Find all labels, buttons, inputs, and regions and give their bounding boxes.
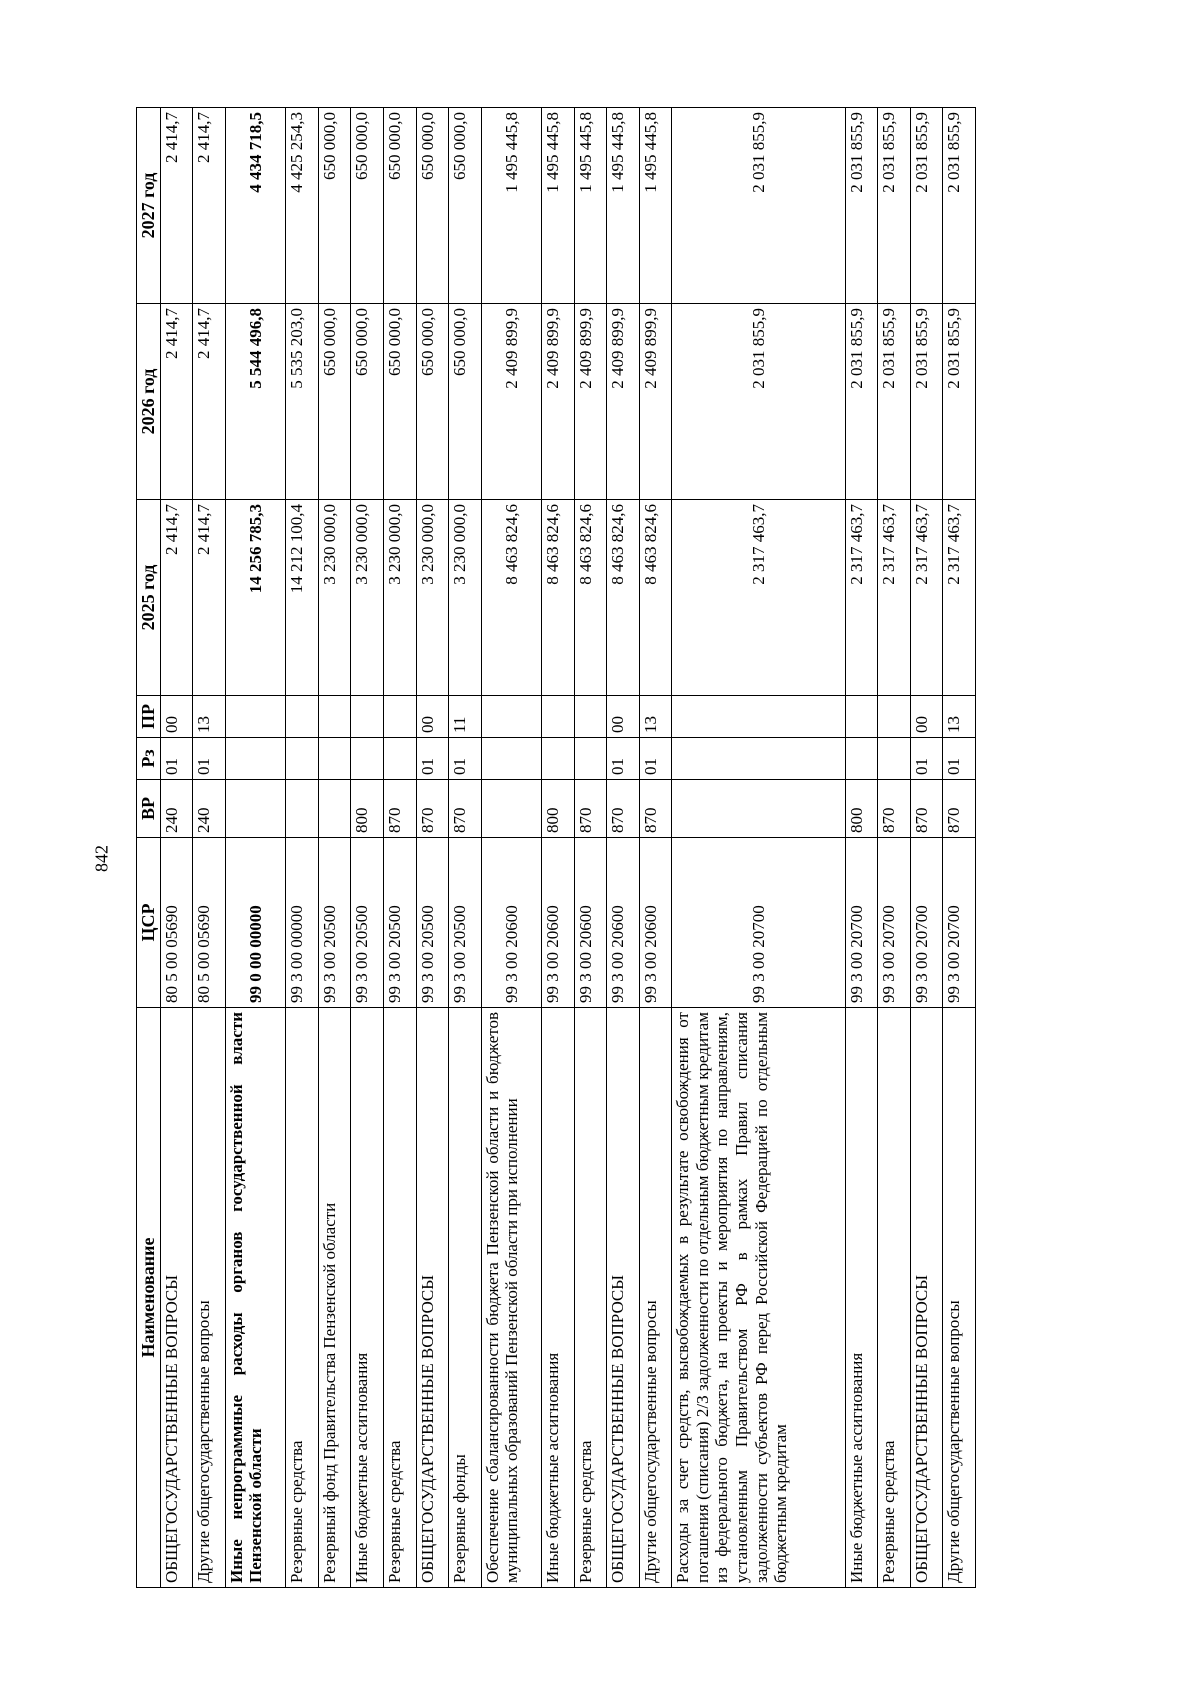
table-row: [542, 108, 575, 1588]
row-pr: 00: [607, 696, 640, 738]
row-vr: 800: [542, 780, 575, 838]
row-csr: 99 3 00 20700: [672, 838, 846, 1008]
row-vr: 870: [607, 780, 640, 838]
row-2027: 1 495 445,8: [607, 108, 640, 304]
row-pr: [845, 696, 878, 738]
row-name: Резервные средства: [383, 1008, 416, 1588]
header-vr: ВР: [137, 780, 161, 838]
row-pr: 00: [160, 696, 193, 738]
row-rz: [878, 738, 911, 780]
row-rz: [481, 738, 542, 780]
row-2025: 3 230 000,0: [351, 500, 384, 696]
row-2025: 3 230 000,0: [449, 500, 482, 696]
row-name: Резервные средства: [574, 1008, 607, 1588]
row-2026: 650 000,0: [351, 304, 384, 500]
row-rz: [574, 738, 607, 780]
row-2025: 2 317 463,7: [845, 500, 878, 696]
row-csr: 99 3 00 20700: [878, 838, 911, 1008]
row-2025: 2 317 463,7: [672, 500, 846, 696]
header-pr: ПР: [137, 696, 161, 738]
row-csr: 80 5 00 05690: [193, 838, 226, 1008]
row-vr: [225, 780, 286, 838]
row-name: Другие общегосударственные вопросы: [193, 1008, 226, 1588]
row-rz: [672, 738, 846, 780]
row-2027: 650 000,0: [416, 108, 449, 304]
table-row: [481, 108, 542, 1588]
row-2026: 5 544 496,8: [225, 304, 286, 500]
table-row: [160, 108, 193, 1588]
row-pr: [225, 696, 286, 738]
row-name: Резервные средства: [878, 1008, 911, 1588]
row-vr: [672, 780, 846, 838]
row-2026: 2 031 855,9: [943, 304, 976, 500]
budget-table: [136, 107, 976, 1588]
row-rz: [542, 738, 575, 780]
row-2026: 650 000,0: [318, 304, 351, 500]
row-2025: 8 463 824,6: [542, 500, 575, 696]
row-2026: 2 031 855,9: [878, 304, 911, 500]
header-name: Наименование: [137, 1008, 161, 1588]
row-2025: 14 212 100,4: [286, 500, 319, 696]
row-vr: 870: [449, 780, 482, 838]
row-2026: 650 000,0: [416, 304, 449, 500]
row-csr: 99 0 00 00000: [225, 838, 286, 1008]
table-row: [225, 108, 286, 1588]
row-2027: 2 031 855,9: [672, 108, 846, 304]
row-2025: 2 317 463,7: [943, 500, 976, 696]
table-row: [286, 108, 319, 1588]
table-row: [383, 108, 416, 1588]
row-csr: 99 3 00 20500: [318, 838, 351, 1008]
row-vr: 240: [160, 780, 193, 838]
row-vr: 870: [639, 780, 672, 838]
row-2026: 2 031 855,9: [672, 304, 846, 500]
table-row: [193, 108, 226, 1588]
row-name: Расходы за счет средств, высвобождаемых в результате освобождения от погашения (списания) 2/3 задолженности по отдельным бюджетным кредитам из федерального бюджета, на проекты и мероприятия по направлениям, установленным Правительством РФ в рамках Правил списания задолженности субъектов РФ перед Российской Федерацией по отдельным бюджетным кредитам: [672, 1008, 846, 1588]
row-2026: 2 414,7: [193, 304, 226, 500]
row-rz: 01: [193, 738, 226, 780]
row-name: Иные бюджетные ассигнования: [351, 1008, 384, 1588]
table-row: [607, 108, 640, 1588]
row-rz: [318, 738, 351, 780]
row-2026: 2 409 899,9: [481, 304, 542, 500]
row-rz: [845, 738, 878, 780]
row-rz: [351, 738, 384, 780]
row-csr: 99 3 00 20500: [351, 838, 384, 1008]
row-vr: 800: [351, 780, 384, 838]
row-name: Другие общегосударственные вопросы: [639, 1008, 672, 1588]
table-row: [672, 108, 846, 1588]
row-2025: 3 230 000,0: [416, 500, 449, 696]
row-rz: 01: [943, 738, 976, 780]
row-pr: [481, 696, 542, 738]
header-2027: 2027 год: [137, 108, 161, 304]
row-2027: 2 031 855,9: [878, 108, 911, 304]
row-vr: 870: [943, 780, 976, 838]
row-name: Резервный фонд Правительства Пензенской области: [318, 1008, 351, 1588]
table-row: [416, 108, 449, 1588]
row-pr: [351, 696, 384, 738]
table-row: [878, 108, 911, 1588]
header-2026: 2026 год: [137, 304, 161, 500]
row-2027: 1 495 445,8: [542, 108, 575, 304]
page-number: 842: [91, 845, 112, 872]
row-2027: 4 425 254,3: [286, 108, 319, 304]
row-pr: 00: [910, 696, 943, 738]
table-row: [845, 108, 878, 1588]
row-2027: 2 414,7: [193, 108, 226, 304]
row-vr: 870: [878, 780, 911, 838]
row-pr: [542, 696, 575, 738]
table-row: [351, 108, 384, 1588]
row-csr: 99 3 00 20700: [910, 838, 943, 1008]
row-2025: 3 230 000,0: [383, 500, 416, 696]
row-name: ОБЩЕГОСУДАРСТВЕННЫЕ ВОПРОСЫ: [416, 1008, 449, 1588]
row-2027: 1 495 445,8: [639, 108, 672, 304]
row-csr: 99 3 00 20600: [607, 838, 640, 1008]
row-2026: 5 535 203,0: [286, 304, 319, 500]
row-2026: 2 409 899,9: [639, 304, 672, 500]
row-csr: 99 3 00 20500: [416, 838, 449, 1008]
row-2027: 650 000,0: [449, 108, 482, 304]
row-vr: [481, 780, 542, 838]
row-name: Обеспечение сбалансированности бюджета Пензенской области и бюджетов муниципальных образований Пензенской области при исполнении: [481, 1008, 542, 1588]
row-csr: 99 3 00 20500: [449, 838, 482, 1008]
table-row: [639, 108, 672, 1588]
row-vr: 800: [845, 780, 878, 838]
row-vr: 870: [574, 780, 607, 838]
row-2026: 2 409 899,9: [607, 304, 640, 500]
header-2025: 2025 год: [137, 500, 161, 696]
row-vr: [318, 780, 351, 838]
row-2025: 2 317 463,7: [910, 500, 943, 696]
row-2027: 4 434 718,5: [225, 108, 286, 304]
row-name: ОБЩЕГОСУДАРСТВЕННЫЕ ВОПРОСЫ: [910, 1008, 943, 1588]
row-rz: 01: [639, 738, 672, 780]
row-2027: 2 031 855,9: [910, 108, 943, 304]
row-csr: 99 3 00 20600: [542, 838, 575, 1008]
row-name: Иные бюджетные ассигнования: [542, 1008, 575, 1588]
row-2026: 2 414,7: [160, 304, 193, 500]
row-pr: 13: [943, 696, 976, 738]
row-rz: [286, 738, 319, 780]
row-2025: 2 317 463,7: [878, 500, 911, 696]
table-row: [318, 108, 351, 1588]
row-name: Иные непрограммные расходы органов государственной власти Пензенской области: [225, 1008, 286, 1588]
row-2025: 8 463 824,6: [481, 500, 542, 696]
table-row: [943, 108, 976, 1588]
row-2027: 2 414,7: [160, 108, 193, 304]
row-pr: [318, 696, 351, 738]
row-name: Другие общегосударственные вопросы: [943, 1008, 976, 1588]
row-2026: 650 000,0: [383, 304, 416, 500]
row-2027: 650 000,0: [383, 108, 416, 304]
header-csr: ЦСР: [137, 838, 161, 1008]
row-name: Резервные фонды: [449, 1008, 482, 1588]
row-rz: [383, 738, 416, 780]
row-2027: 1 495 445,8: [574, 108, 607, 304]
row-2025: 8 463 824,6: [607, 500, 640, 696]
row-2027: 650 000,0: [351, 108, 384, 304]
row-2026: 2 409 899,9: [574, 304, 607, 500]
header-row: [137, 108, 161, 1588]
row-2027: 650 000,0: [318, 108, 351, 304]
row-csr: 99 3 00 20500: [383, 838, 416, 1008]
row-csr: 99 3 00 20700: [845, 838, 878, 1008]
table-row: [574, 108, 607, 1588]
row-name: Иные бюджетные ассигнования: [845, 1008, 878, 1588]
row-2025: 2 414,7: [160, 500, 193, 696]
row-pr: 13: [193, 696, 226, 738]
row-name: ОБЩЕГОСУДАРСТВЕННЫЕ ВОПРОСЫ: [607, 1008, 640, 1588]
row-pr: [878, 696, 911, 738]
row-rz: 01: [160, 738, 193, 780]
row-csr: 99 3 00 20600: [639, 838, 672, 1008]
row-pr: 11: [449, 696, 482, 738]
row-vr: 870: [910, 780, 943, 838]
row-rz: [225, 738, 286, 780]
row-vr: 870: [416, 780, 449, 838]
row-rz: 01: [910, 738, 943, 780]
row-vr: 870: [383, 780, 416, 838]
row-name: Резервные средства: [286, 1008, 319, 1588]
row-pr: [286, 696, 319, 738]
table-row: [910, 108, 943, 1588]
row-name: ОБЩЕГОСУДАРСТВЕННЫЕ ВОПРОСЫ: [160, 1008, 193, 1588]
row-2025: 14 256 785,3: [225, 500, 286, 696]
row-pr: [383, 696, 416, 738]
row-2026: 2 031 855,9: [910, 304, 943, 500]
row-rz: 01: [449, 738, 482, 780]
row-2026: 2 409 899,9: [542, 304, 575, 500]
row-pr: [672, 696, 846, 738]
row-vr: 240: [193, 780, 226, 838]
rotated-table-container: [136, 108, 976, 1588]
row-2025: 2 414,7: [193, 500, 226, 696]
row-csr: 99 3 00 00000: [286, 838, 319, 1008]
row-2026: 2 031 855,9: [845, 304, 878, 500]
row-2027: 1 495 445,8: [481, 108, 542, 304]
row-csr: 99 3 00 20700: [943, 838, 976, 1008]
row-2025: 3 230 000,0: [318, 500, 351, 696]
table-row: [449, 108, 482, 1588]
row-csr: 80 5 00 05690: [160, 838, 193, 1008]
row-pr: [574, 696, 607, 738]
row-pr: 00: [416, 696, 449, 738]
row-rz: 01: [607, 738, 640, 780]
row-vr: [286, 780, 319, 838]
row-csr: 99 3 00 20600: [481, 838, 542, 1008]
row-2025: 8 463 824,6: [574, 500, 607, 696]
row-pr: 13: [639, 696, 672, 738]
row-2027: 2 031 855,9: [845, 108, 878, 304]
row-rz: 01: [416, 738, 449, 780]
row-2027: 2 031 855,9: [943, 108, 976, 304]
row-2026: 650 000,0: [449, 304, 482, 500]
header-rz: Рз: [137, 738, 161, 780]
row-2025: 8 463 824,6: [639, 500, 672, 696]
row-csr: 99 3 00 20600: [574, 838, 607, 1008]
